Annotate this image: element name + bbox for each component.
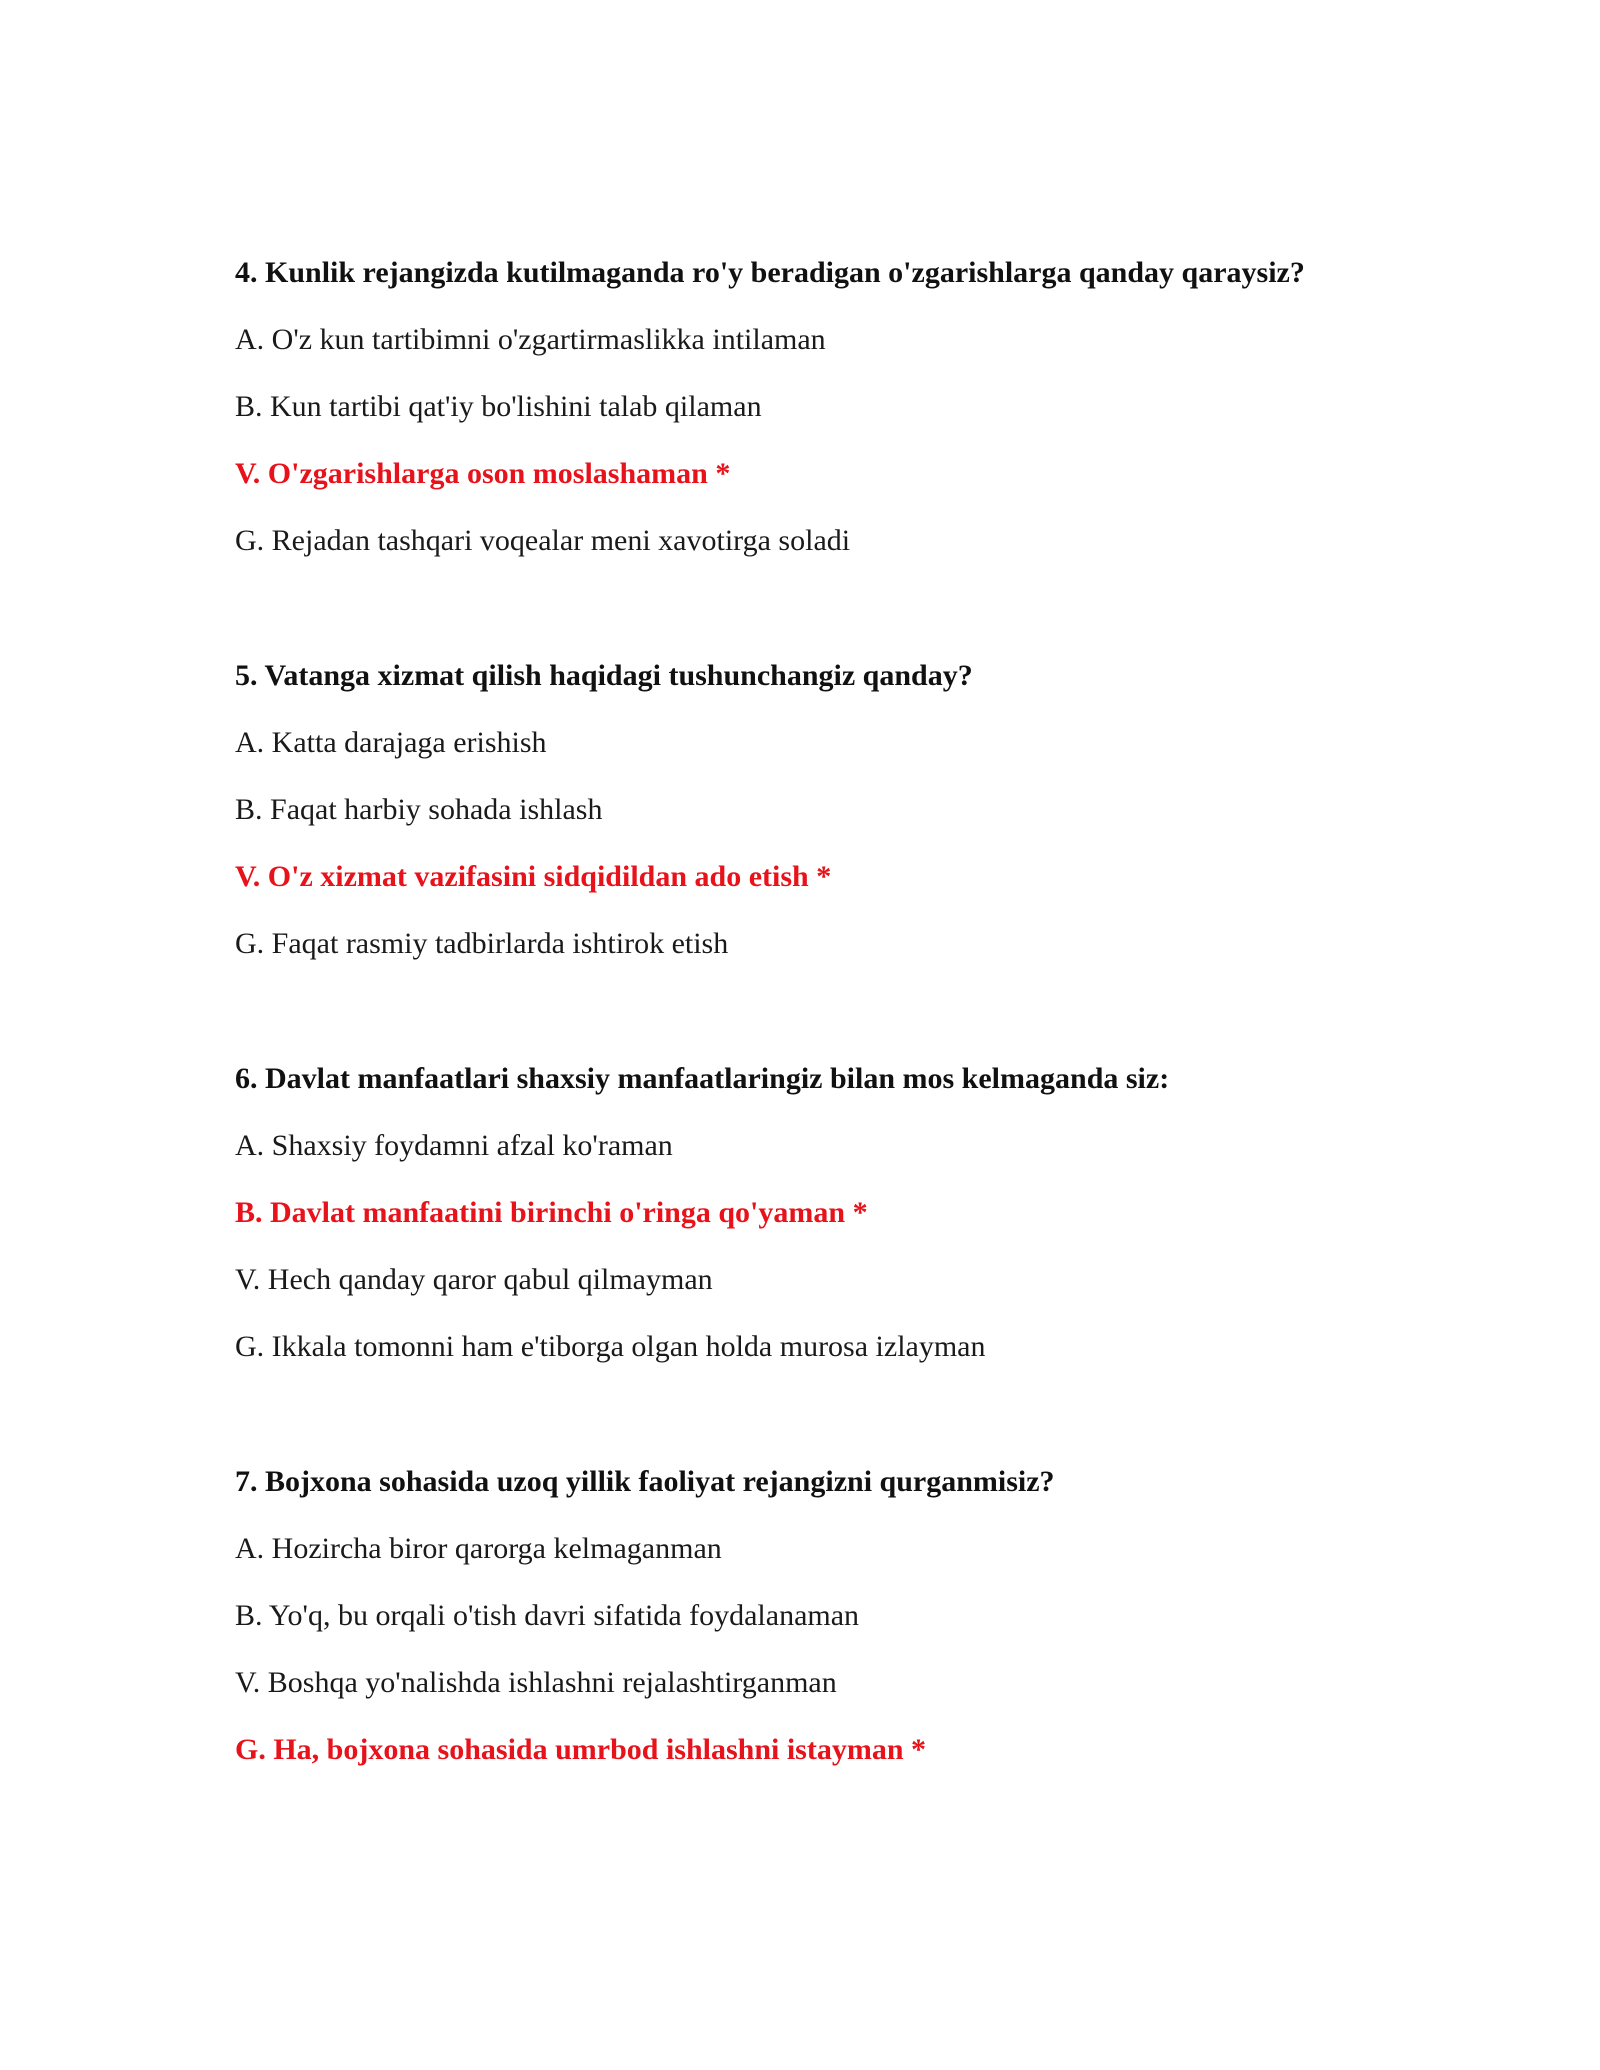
question-text: 5. Vatanga xizmat qilish haqidagi tushunchangiz qanday? <box>235 659 973 692</box>
answer-option-g: G. Ikkala tomonni ham e'tiborga olgan holda murosa izlayman <box>235 1330 986 1363</box>
answer-option-a: A. O'z kun tartibimni o'zgartirmaslikka intilaman <box>235 323 826 356</box>
answer-option-b: B. Kun tartibi qat'iy bo'lishini talab qilaman <box>235 390 762 423</box>
question-5 <box>235 659 1435 994</box>
answer-option-b-correct: B. Davlat manfaatini birinchi o'ringa qo'yaman * <box>235 1196 868 1229</box>
question-7 <box>235 1465 1435 1800</box>
answer-option-b: B. Faqat harbiy sohada ishlash <box>235 793 603 826</box>
question-6 <box>235 1062 1435 1397</box>
answer-option-a: A. Hozircha biror qarorga kelmaganman <box>235 1532 722 1565</box>
answer-option-v: V. Hech qanday qaror qabul qilmayman <box>235 1263 713 1296</box>
answer-option-v-correct: V. O'z xizmat vazifasini sidqidildan ado etish * <box>235 860 832 893</box>
answer-option-g: G. Faqat rasmiy tadbirlarda ishtirok etish <box>235 927 729 960</box>
question-text: 7. Bojxona sohasida uzoq yillik faoliyat rejangizni qurganmisiz? <box>235 1465 1055 1498</box>
question-text: 4. Kunlik rejangizda kutilmaganda ro'y beradigan o'zgarishlarga qanday qaraysiz? <box>235 256 1305 289</box>
answer-option-a: A. Shaxsiy foydamni afzal ko'raman <box>235 1129 673 1162</box>
question-text: 6. Davlat manfaatlari shaxsiy manfaatlaringiz bilan mos kelmaganda siz: <box>235 1062 1170 1095</box>
answer-option-v: V. Boshqa yo'nalishda ishlashni rejalashtirganman <box>235 1666 837 1699</box>
answer-option-a: A. Katta darajaga erishish <box>235 726 547 759</box>
question-4 <box>235 256 1435 591</box>
answer-option-v-correct: V. O'zgarishlarga oson moslashaman * <box>235 457 731 490</box>
answer-option-g: G. Rejadan tashqari voqealar meni xavotirga soladi <box>235 524 851 557</box>
answer-option-b: B. Yo'q, bu orqali o'tish davri sifatida foydalanaman <box>235 1599 860 1632</box>
answer-option-g-correct: G. Ha, bojxona sohasida umrbod ishlashni istayman * <box>235 1733 927 1766</box>
